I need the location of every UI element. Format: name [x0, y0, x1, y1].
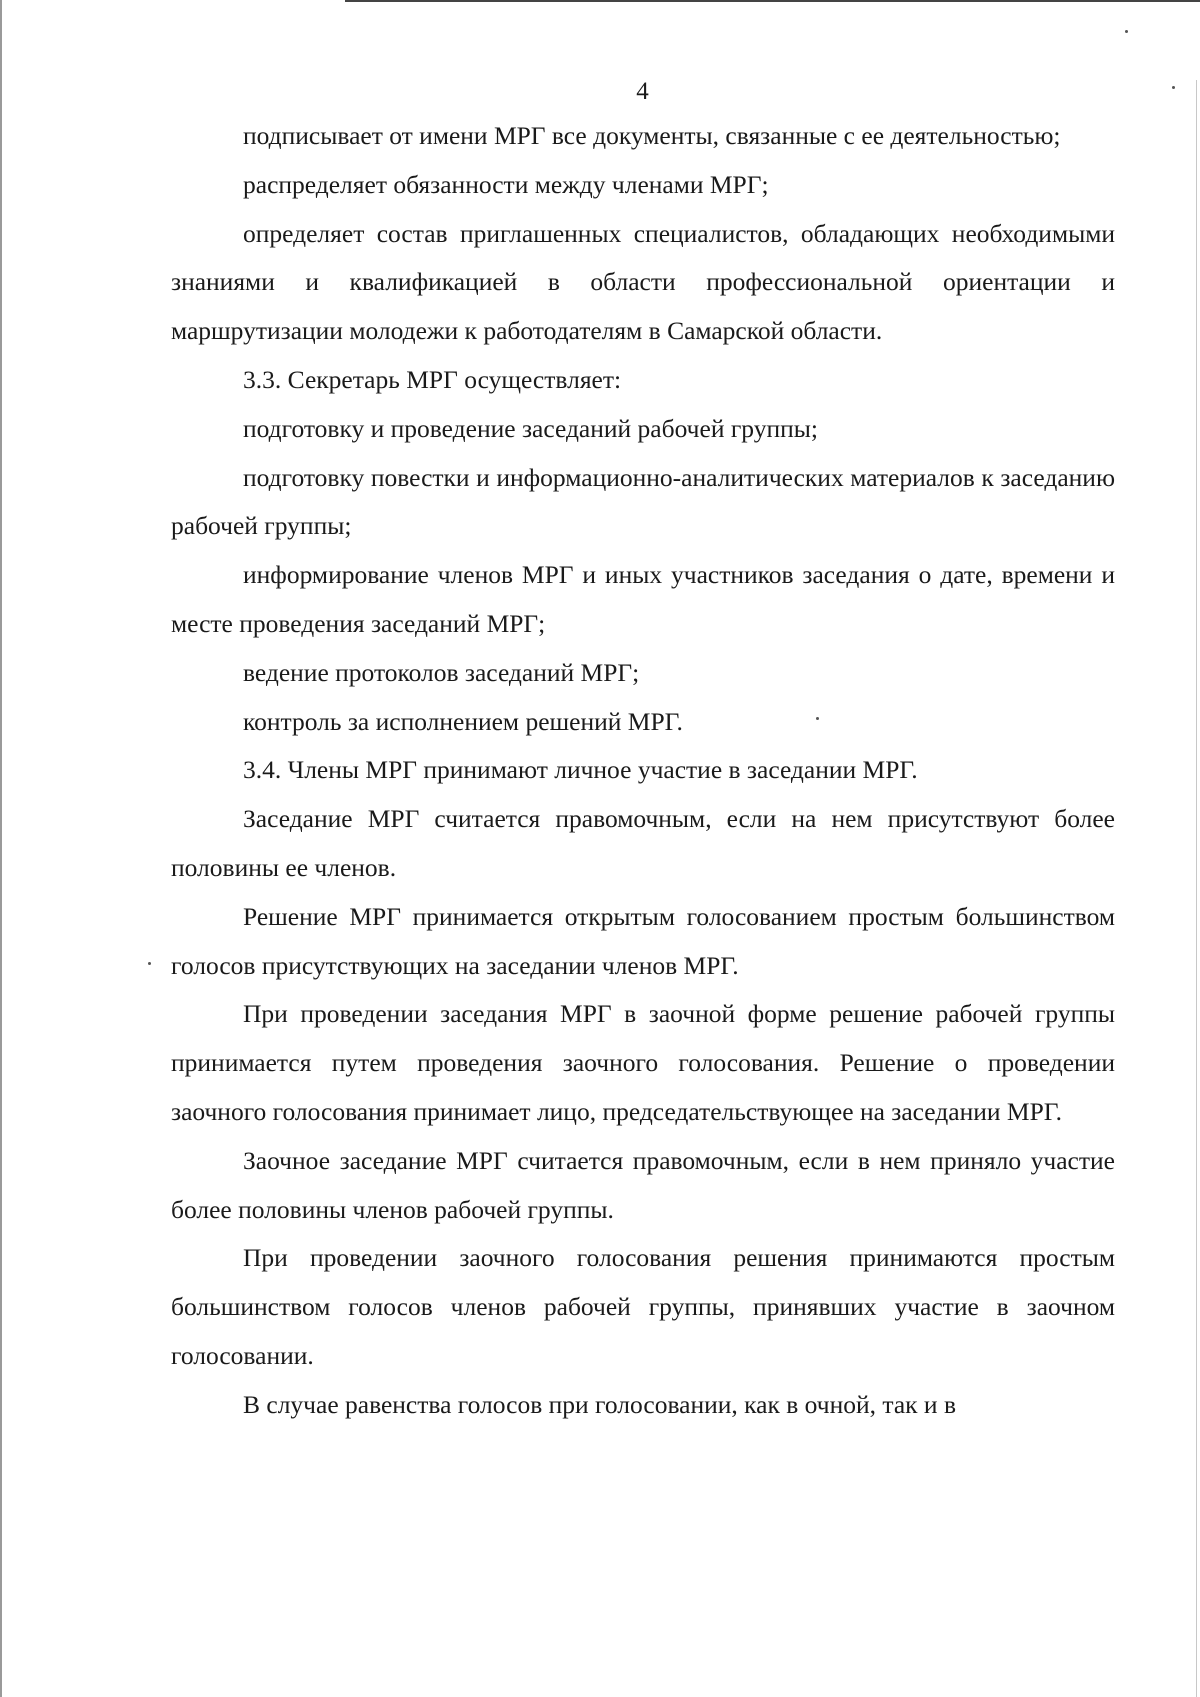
paragraph: определяет состав приглашенных специалистов, обладающих необходимыми знаниями и квалификацией в области профессиональной ориентации и маршрутизации молодежи к работодателям в Самарской области.	[171, 218, 1115, 346]
scan-speck	[1125, 30, 1128, 33]
paragraph: Решение МРГ принимается открытым голосованием простым большинством голосов присутствующих на заседании членов МРГ.	[171, 901, 1115, 980]
paragraph: подготовку повестки и информационно-аналитических материалов к заседанию рабочей группы;	[171, 462, 1115, 541]
paragraph: ведение протоколов заседаний МРГ;	[243, 657, 640, 687]
paragraph: Заседание МРГ считается правомочным, если на нем присутствуют более половины ее членов.	[171, 804, 1115, 882]
paragraph: подготовку и проведение заседаний рабочей группы;	[243, 413, 818, 443]
scan-edge-top	[345, 0, 1200, 2]
paragraph: В случае равенства голосов при голосовании, как в очной, так и в	[243, 1389, 956, 1419]
paragraph: подписывает от имени МРГ все документы, связанные с ее деятельностью;	[243, 121, 1061, 150]
paragraph: распределяет обязанности между членами МРГ;	[243, 169, 769, 199]
scan-edge-left	[0, 0, 2, 1697]
paragraph: При проведении заседания МРГ в заочной форме решение рабочей группы принимается путем проведения заочного голосования. Решение о проведении заочного голосования принимает лицо, председательствующее на заседании МРГ.	[171, 999, 1115, 1126]
scan-speck	[148, 962, 151, 965]
scan-edge-right	[1196, 80, 1197, 1697]
paragraph: При проведении заочного голосования решения принимаются простым большинством голосов членов рабочей группы, принявших участие в заочном голосовании.	[171, 1243, 1115, 1370]
section-heading: 3.3. Секретарь МРГ осуществляет:	[243, 364, 622, 394]
paragraph: Заочное заседание МРГ считается правомочным, если в нем приняло участие более половины членов рабочей группы.	[171, 1145, 1115, 1224]
page-number: 4	[636, 78, 649, 105]
document-body	[171, 112, 1115, 1430]
section-heading: 3.4. Члены МРГ принимают личное участие в заседании МРГ.	[243, 755, 918, 785]
paragraph: контроль за исполнением решений МРГ.	[243, 706, 683, 736]
paragraph: информирование членов МРГ и иных участников заседания о дате, времени и месте проведения заседаний МРГ;	[171, 560, 1115, 638]
